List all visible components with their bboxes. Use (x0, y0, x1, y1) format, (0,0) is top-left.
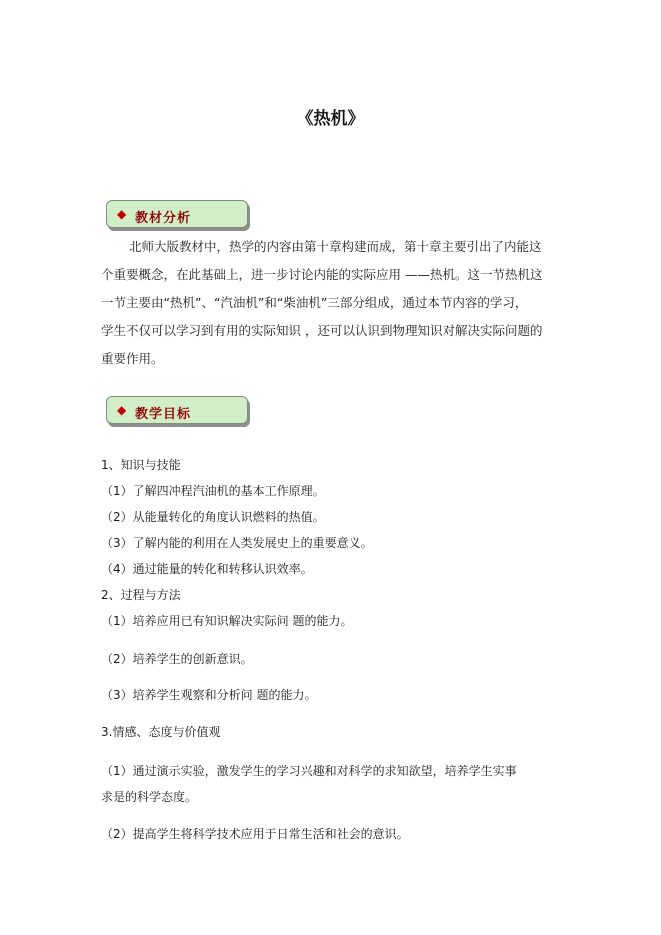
objective-item: （2）培养学生的创新意识。 (101, 652, 253, 666)
paragraph-line: 重要作用。 (101, 351, 164, 366)
paragraph-line: 学生不仅可以学习到有用的实际知识 ，还可以认识到物理知识对解决实际问题的 (101, 323, 543, 338)
objective-item: （4）通过能量的转化和转移认识效率。 (101, 562, 313, 576)
objective-item: （1）了解四冲程汽油机的基本工作原理。 (101, 484, 325, 498)
objective-heading: 3.情感、态度与价值观 (101, 725, 221, 739)
objective-item: （2）提高学生将科学技术应用于日常生活和社会的意识。 (101, 827, 409, 841)
objective-heading: 2、过程与方法 (101, 588, 181, 602)
paragraph-line: 北师大版教材中，热学的内容由第十章构建而成，第十章主要引出了内能这 (129, 239, 542, 254)
paragraph-line: 一节主要由“热机”、“汽油机”和“柴油机”三部分组成，通过本节内容的学习， (101, 295, 528, 310)
section-header-teaching-goals (106, 396, 248, 424)
textbook-analysis-paragraph (101, 233, 561, 373)
objective-item: （3）培养学生观察和分析问 题的能力。 (101, 688, 317, 702)
objective-heading: 1、知识与技能 (101, 458, 181, 472)
page-title: 《热机》 (296, 109, 365, 129)
section-header-label: 教材分析 (135, 211, 192, 226)
section-header-label: 教学目标 (135, 407, 192, 422)
section-header-textbook-analysis (106, 200, 248, 228)
objective-item-continued: 求是的科学态度。 (101, 790, 198, 804)
objective-item: （1）通过演示实验，激发学生的学习兴趣和对科学的求知欲望，培养学生实事 (101, 764, 517, 778)
objective-item: （1）培养应用已有知识解决实际问 题的能力。 (101, 614, 353, 628)
diamond-icon: ◆ (117, 403, 127, 417)
diamond-icon: ◆ (117, 207, 127, 221)
paragraph-line: 个重要概念，在此基础上，进一步讨论内能的实际应用 ——热机。这一节热机这 (101, 267, 543, 282)
objective-item: （3）了解内能的利用在人类发展史上的重要意义。 (101, 536, 373, 550)
objective-item: （2）从能量转化的角度认识燃料的热值。 (101, 510, 325, 524)
